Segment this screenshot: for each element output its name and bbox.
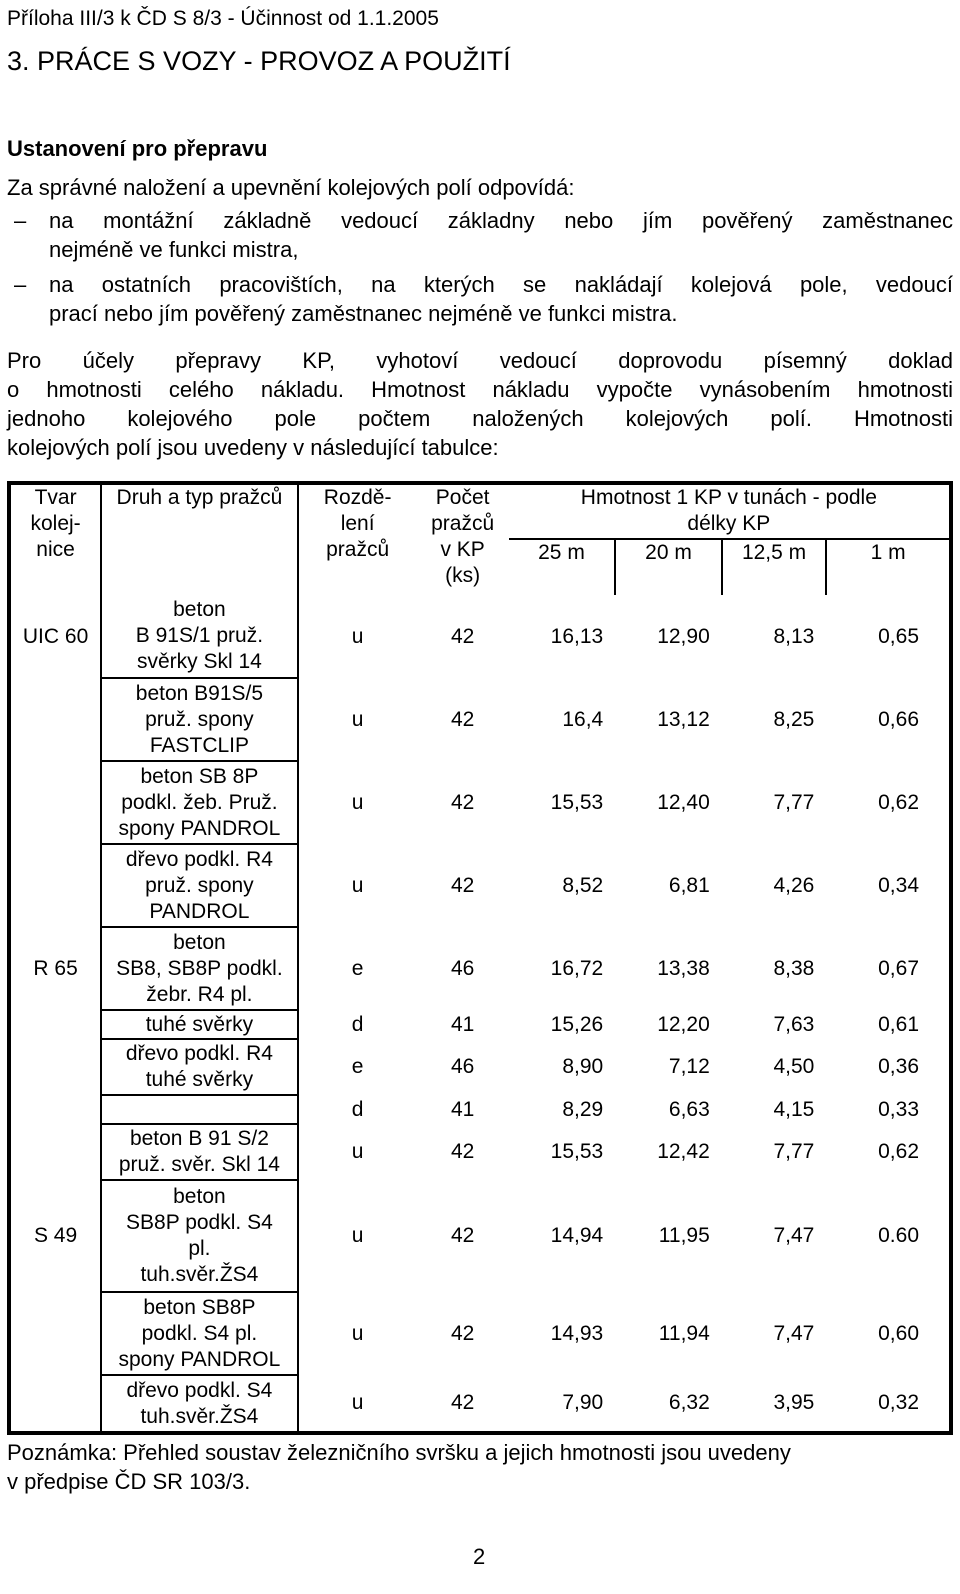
header-weight — [509, 483, 951, 539]
section-title: 3. PRÁCE S VOZY - PROVOZ A POUŽITÍ — [7, 46, 511, 76]
cell-weight-12-5: 7,47 — [773, 1224, 815, 1247]
cell-sleeper-type — [101, 1095, 298, 1124]
cell-rail-type — [9, 844, 101, 927]
sleeper-line: pruž. spony — [145, 707, 254, 731]
attachment-header: Příloha III/3 k ČD S 8/3 - Účinnost od 1.1.2005 — [7, 7, 439, 30]
sleeper-line: tuh.svěr.ŽS4 — [140, 1404, 259, 1428]
cell-count: 41 — [450, 1012, 475, 1036]
cell-weight-20: 6,63 — [668, 1097, 710, 1121]
cell-count: 42 — [450, 707, 475, 731]
cell-distribution: d — [351, 1097, 364, 1121]
footnote-line: Poznámka: Přehled soustav železničního svršku a jejich hmotnosti jsou uvedeny — [7, 1440, 791, 1465]
paragraph-line: Pro účely přepravy KP, vyhotoví vedoucí doprovodu písemný doklad — [7, 348, 953, 373]
cell-weight-12-5: 8,13 — [773, 624, 815, 648]
sleeper-line: beton — [173, 930, 226, 954]
table-row — [9, 1039, 951, 1095]
cell-weight-1: 0,33 — [878, 1097, 919, 1121]
header-line: Tvar — [34, 486, 77, 509]
paragraph-line: jednoho kolejového pole počtem naložených kolejových polí. Hmotnosti — [7, 406, 953, 431]
sleeper-line: žebr. R4 pl. — [146, 982, 253, 1006]
header-rail-type — [9, 483, 101, 595]
sleeper-line: SB8P podkl. S4 — [126, 1211, 273, 1234]
cell-rail-type — [9, 761, 101, 844]
cell-sleeper-type — [101, 927, 298, 1010]
cell-weight-20: 6,32 — [668, 1391, 710, 1414]
table-row — [9, 844, 951, 927]
header-line: Rozdě- — [323, 486, 392, 509]
cell-distribution: e — [351, 956, 364, 980]
cell-weight-20: 13,12 — [657, 707, 710, 731]
sleeper-line: pruž. spony — [145, 873, 254, 897]
bullet-line: na ostatních pracovištích, na kterých se nakládají kolejová pole, vedoucí — [49, 272, 953, 297]
table-row — [9, 1292, 951, 1375]
cell-weight-1: 0,67 — [878, 956, 919, 980]
cell-rail-type — [9, 1292, 101, 1375]
cell-weight-25: 16,4 — [562, 707, 604, 731]
cell-weight-25: 15,26 — [550, 1012, 604, 1036]
cell-distribution: u — [351, 1224, 364, 1247]
cell-weight-25: 8,52 — [562, 873, 604, 897]
cell-weight-12-5: 3,95 — [773, 1391, 815, 1414]
cell-sleeper-type — [101, 761, 298, 844]
cell-sleeper-type — [101, 1180, 298, 1292]
bullet-item — [7, 206, 953, 264]
cell-weight-12-5: 7,77 — [773, 1140, 815, 1163]
sleeper-line: pl. — [188, 1237, 211, 1260]
sleeper-line: tuhé svěrky — [145, 1012, 254, 1036]
bullet-item — [7, 270, 953, 328]
cell-weight-25: 8,29 — [562, 1097, 604, 1121]
sleeper-line: pruž. svěr. Skl 14 — [118, 1153, 280, 1176]
bullet-line: na montážní základně vedoucí základny nebo jím pověřený zaměstnanec — [49, 208, 953, 233]
cell-count: 41 — [450, 1097, 475, 1121]
cell-weight-25: 16,13 — [550, 624, 604, 648]
cell-weight-1: 0,66 — [878, 707, 919, 731]
cell-sleeper-type — [101, 678, 298, 761]
cell-weight-1: 0,36 — [878, 1055, 919, 1078]
cell-weight-12-5: 8,25 — [773, 707, 815, 731]
header-line: Druh a typ pražců — [116, 486, 283, 509]
cell-weight-12-5: 7,63 — [773, 1012, 815, 1036]
table-row — [9, 1010, 951, 1039]
dash-marker: – — [14, 208, 27, 233]
cell-count: 42 — [450, 624, 475, 648]
cell-weight-1: 0,62 — [878, 790, 919, 814]
sleeper-line: tuh.svěr.ŽS4 — [140, 1263, 259, 1286]
intro-text: Za správné naložení a upevnění kolejových polí odpovídá: — [7, 175, 575, 200]
cell-rail-type: R 65 — [9, 927, 101, 1010]
cell-weight-20: 6,81 — [668, 873, 710, 897]
track-panel-weight-table — [7, 481, 953, 1435]
cell-sleeper-type — [101, 1292, 298, 1375]
sleeper-line: svěrky Skl 14 — [136, 650, 262, 673]
table-row — [9, 678, 951, 761]
cell-weight-25: 15,53 — [550, 1140, 604, 1163]
header-line: Hmotnost 1 KP v tunách - podle — [580, 486, 877, 509]
table-row — [9, 1180, 951, 1292]
header-line: lení — [340, 512, 375, 535]
sleeper-line: B 91S/1 pruž. — [135, 624, 264, 647]
cell-weight-1: 0,62 — [878, 1140, 919, 1163]
cell-distribution: u — [351, 873, 364, 897]
cell-weight-20: 11,94 — [658, 1321, 710, 1345]
sleeper-line: beton B91S/5 — [135, 681, 264, 705]
cell-rail-type — [9, 1039, 101, 1095]
cell-distribution: e — [351, 1055, 364, 1078]
header-sleeper-type — [101, 483, 298, 595]
table-row — [9, 1124, 951, 1180]
header-length-12-5: 12,5 m — [722, 539, 827, 595]
cell-sleeper-type — [101, 1039, 298, 1095]
header-line: pražců — [326, 538, 390, 561]
sleeper-line: dřevo podkl. S4 — [126, 1378, 273, 1402]
cell-weight-20: 11,95 — [658, 1224, 710, 1247]
table-row — [9, 595, 951, 678]
paragraph-line: o hmotnosti celého nákladu. Hmotnost nákladu vypočte vynásobením hmotnosti — [7, 377, 953, 402]
cell-weight-1: 0,65 — [878, 624, 919, 648]
cell-count: 42 — [450, 1391, 475, 1414]
cell-distribution: d — [351, 1012, 364, 1036]
cell-weight-12-5: 7,77 — [773, 790, 815, 814]
table-row — [9, 1095, 951, 1124]
cell-distribution: u — [351, 790, 364, 814]
cell-weight-12-5: 4,50 — [773, 1055, 815, 1078]
cell-rail-type — [9, 1010, 101, 1039]
sleeper-line: beton — [173, 598, 226, 621]
bullet-line: nejméně ve funkci mistra, — [49, 237, 299, 262]
cell-rail-type — [9, 678, 101, 761]
header-length-1: 1 m — [870, 541, 906, 564]
cell-sleeper-type — [101, 1375, 298, 1433]
cell-weight-20: 13,38 — [657, 956, 710, 980]
cell-weight-25: 14,94 — [550, 1224, 604, 1247]
table-row — [9, 1375, 951, 1433]
subsection-heading: Ustanovení pro přepravu — [7, 136, 268, 161]
cell-count: 42 — [450, 873, 475, 897]
header-count — [417, 483, 509, 595]
footnote-line: v předpise ČD SR 103/3. — [7, 1469, 251, 1494]
sleeper-line: beton SB8P — [143, 1295, 256, 1319]
sleeper-line: podkl. žeb. Pruž. — [121, 790, 278, 814]
sleeper-line: spony PANDROL — [118, 1347, 281, 1371]
cell-weight-12-5: 8,38 — [773, 956, 815, 980]
page-number: 2 — [473, 1544, 486, 1569]
header-line: v KP — [440, 538, 485, 561]
cell-weight-20: 12,40 — [657, 790, 710, 814]
cell-distribution: u — [351, 707, 364, 731]
cell-sleeper-type — [101, 844, 298, 927]
cell-sleeper-type — [101, 1124, 298, 1180]
cell-weight-20: 12,20 — [657, 1012, 710, 1036]
cell-weight-20: 7,12 — [668, 1055, 710, 1078]
table-row — [9, 927, 951, 1010]
sleeper-line: dřevo podkl. R4 — [125, 1042, 273, 1065]
cell-rail-type — [9, 1095, 101, 1124]
bullet-line: prací nebo jím pověřený zaměstnanec nejméně ve funkci mistra. — [49, 301, 678, 326]
header-line: (ks) — [445, 564, 481, 587]
header-line: nice — [36, 538, 75, 561]
sleeper-line: tuhé svěrky — [145, 1068, 254, 1091]
cell-count: 42 — [450, 1224, 475, 1247]
table-row — [9, 761, 951, 844]
cell-weight-25: 15,53 — [550, 790, 604, 814]
header-distribution — [298, 483, 417, 595]
cell-weight-20: 12,90 — [657, 624, 710, 648]
cell-weight-25: 8,90 — [562, 1055, 604, 1078]
header-line: Počet — [435, 486, 490, 509]
sleeper-line: PANDROL — [149, 899, 250, 923]
cell-distribution: u — [351, 624, 364, 648]
cell-rail-type: S 49 — [9, 1180, 101, 1292]
footnote — [7, 1438, 953, 1496]
cell-sleeper-type — [101, 1010, 298, 1039]
cell-weight-25: 14,93 — [550, 1321, 604, 1345]
header-line: pražců — [431, 512, 495, 535]
sleeper-line: beton SB 8P — [140, 764, 259, 788]
header-line: kolej- — [30, 512, 81, 535]
sleeper-line: SB8, SB8P podkl. — [116, 956, 283, 980]
cell-weight-12-5: 4,15 — [773, 1097, 815, 1121]
cell-count: 42 — [450, 790, 475, 814]
cell-rail-type: UIC 60 — [9, 595, 101, 678]
header-length-25: 25 m — [509, 539, 616, 595]
cell-weight-20: 12,42 — [657, 1140, 710, 1163]
cell-count: 42 — [450, 1140, 475, 1163]
sleeper-line: FASTCLIP — [149, 733, 250, 757]
cell-rail-type — [9, 1124, 101, 1180]
cell-distribution: u — [351, 1391, 364, 1414]
paragraph-line: kolejových polí jsou uvedeny v následující tabulce: — [7, 435, 499, 460]
cell-distribution: u — [351, 1321, 364, 1345]
header-length-20: 20 m — [615, 539, 722, 595]
cell-weight-12-5: 7,47 — [773, 1321, 815, 1345]
cell-weight-25: 7,90 — [562, 1391, 604, 1414]
cell-count: 42 — [450, 1321, 475, 1345]
header-line: délky KP — [687, 512, 771, 535]
cell-count: 46 — [450, 956, 475, 980]
cell-distribution: u — [351, 1140, 364, 1163]
sleeper-line: beton B 91 S/2 — [129, 1127, 269, 1150]
cell-sleeper-type — [101, 595, 298, 678]
cell-weight-12-5: 4,26 — [773, 873, 815, 897]
cell-count: 46 — [450, 1055, 475, 1078]
sleeper-line: podkl. S4 pl. — [141, 1321, 258, 1345]
paragraph — [7, 346, 953, 462]
sleeper-line: spony PANDROL — [118, 816, 281, 840]
cell-weight-1: 0,60 — [878, 1321, 919, 1345]
cell-weight-1: 0,34 — [878, 873, 919, 897]
cell-weight-1: 0.60 — [878, 1224, 919, 1247]
cell-weight-1: 0,32 — [878, 1391, 919, 1414]
cell-weight-25: 16,72 — [550, 956, 604, 980]
dash-marker: – — [14, 272, 27, 297]
sleeper-line: beton — [173, 1185, 226, 1208]
cell-rail-type — [9, 1375, 101, 1433]
cell-weight-1: 0,61 — [878, 1012, 919, 1036]
sleeper-line: dřevo podkl. R4 — [125, 847, 273, 871]
